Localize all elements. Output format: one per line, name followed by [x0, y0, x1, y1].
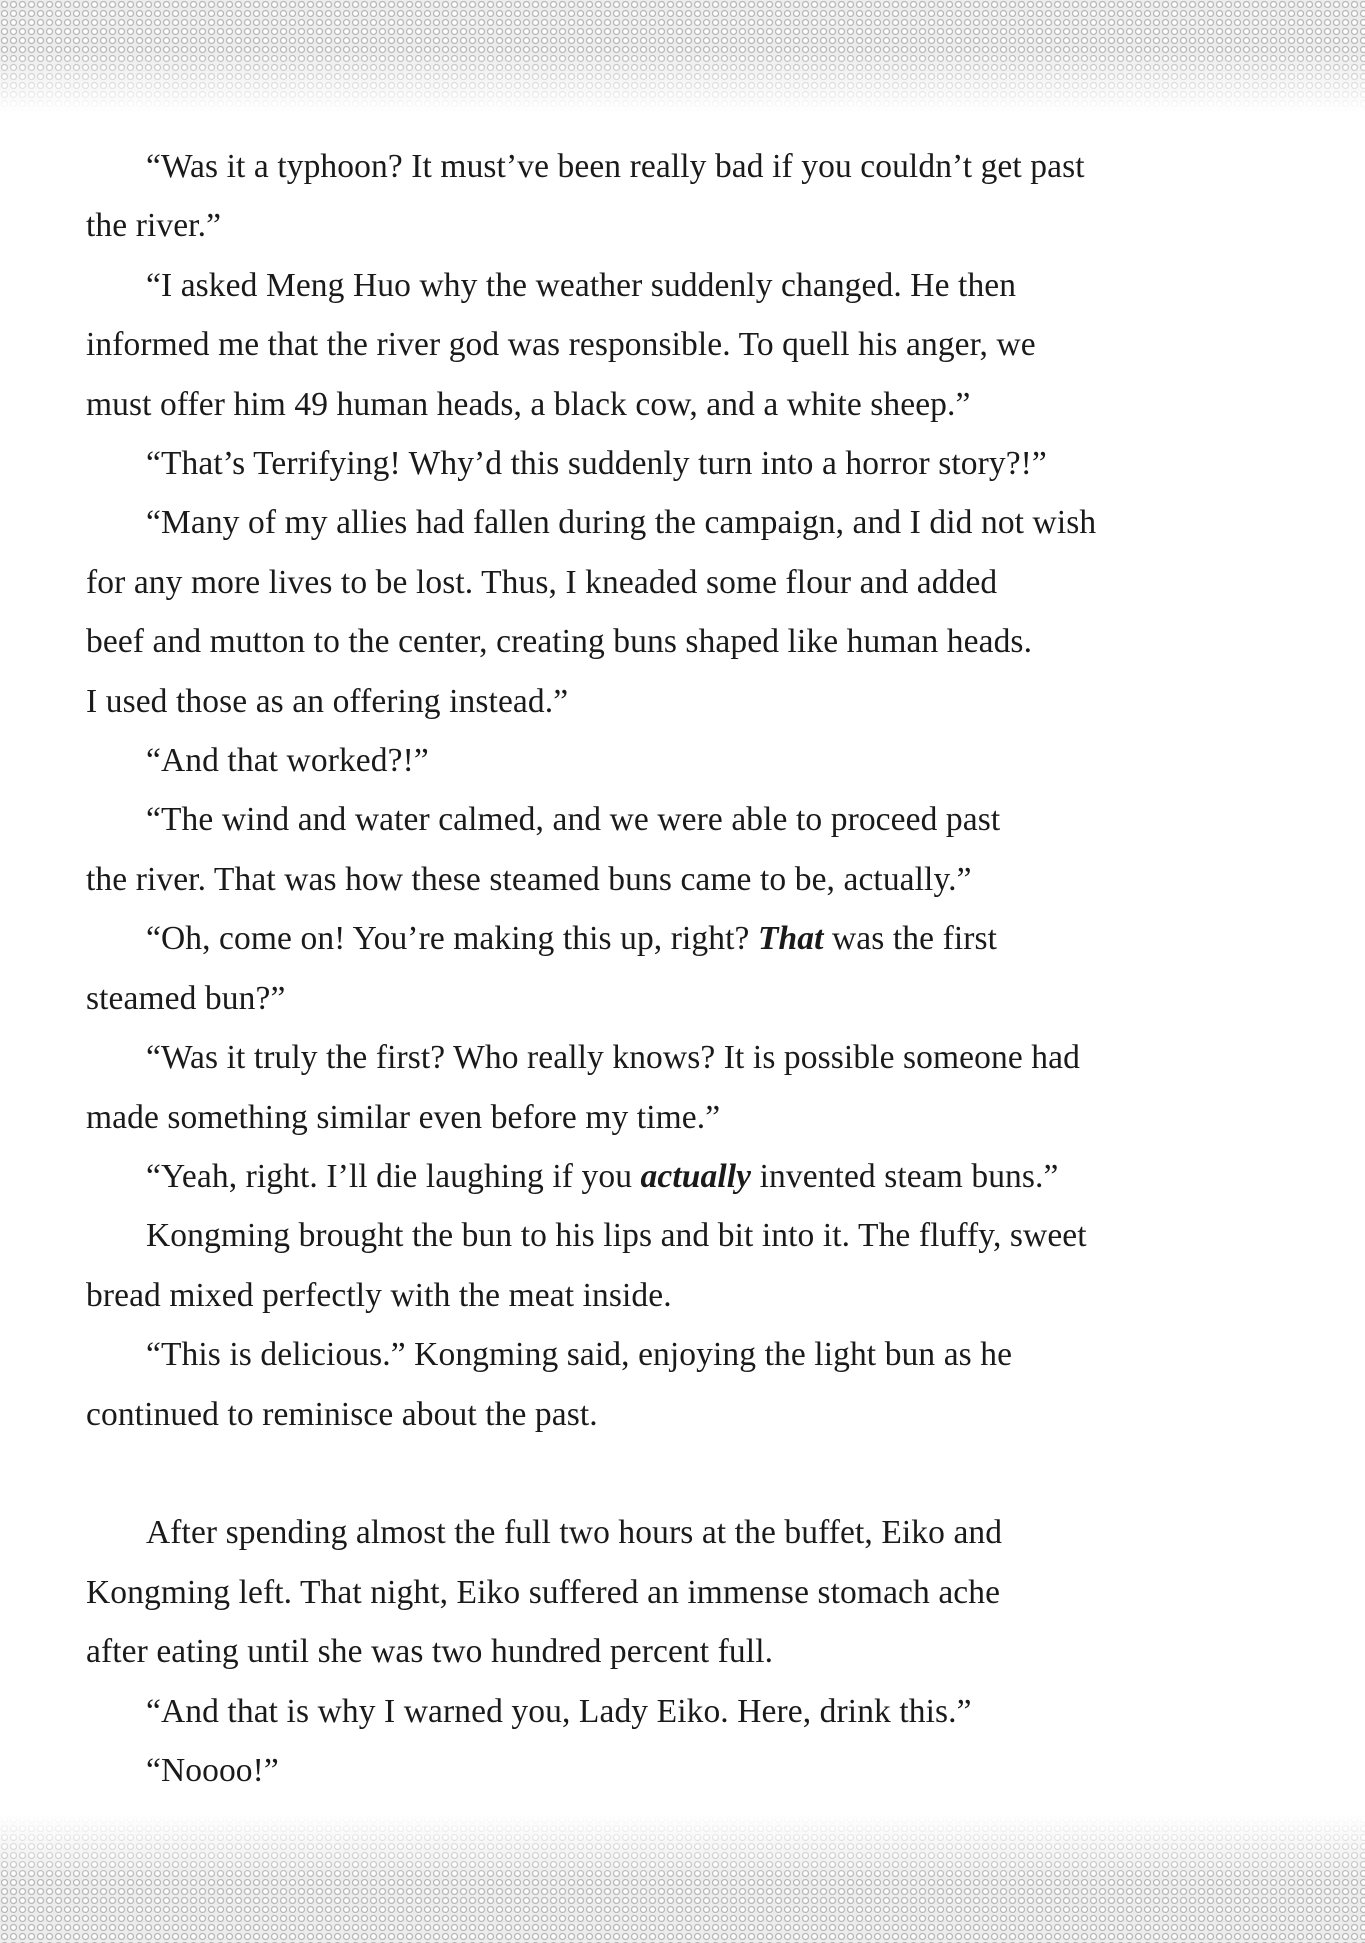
body-text [86, 137, 1228, 1800]
paragraph [116, 1147, 1228, 1206]
emphasized-word: actually [640, 1157, 752, 1195]
paragraph: “Was it truly the first? Who really knows? It is possible someone had made something similar even before my time.” [86, 1039, 1080, 1136]
paragraph: “Noooo!” [146, 1751, 279, 1789]
paragraph: “Many of my allies had fallen during the campaign, and I did not wish for any more lives to be lost. Thus, I kneaded some flour and added beef and mutton to the center, creating buns shaped like human heads. I used those as an offering instead.” [86, 504, 1097, 720]
paragraph: “That’s Terrifying! Why’d this suddenly turn into a horror story?!” [146, 445, 1047, 483]
paragraph: “Was it a typhoon? It must’ve been really bad if you couldn’t get past the river.” [86, 148, 1085, 245]
decorative-pattern-footer [0, 1815, 1365, 1943]
paragraph: “This is delicious.” Kongming said, enjoying the light bun as he continued to reminisce about the past. [86, 1336, 1013, 1433]
emphasized-word: That [757, 920, 824, 958]
paragraph-line: “Yeah, right. I’ll die laughing if you actually invented steam buns.” [146, 1157, 1059, 1195]
paragraph: “Oh, come on! You’re making this up, right? That was the first steamed bun?” [116, 909, 1228, 1028]
paragraph-line: “Oh, come on! You’re making this up, right? That was the first [146, 920, 998, 958]
paragraph: “The wind and water calmed, and we were able to proceed past the river. That was how these steamed buns came to be, actually.” [86, 801, 1001, 898]
paragraph: Kongming brought the bun to his lips and bit into it. The fluffy, sweet bread mixed perfectly with the meat inside. [86, 1217, 1087, 1314]
paragraph: After spending almost the full two hours at the buffet, Eiko and Kongming left. That night, Eiko suffered an immense stomach ache after eating until she was two hundred percent full. [86, 1514, 1003, 1671]
scene-break [116, 1444, 1228, 1503]
paragraph: “And that is why I warned you, Lady Eiko. Here, drink this.” [146, 1692, 972, 1730]
decorative-pattern-header [0, 0, 1365, 112]
paragraph: “I asked Meng Huo why the weather suddenly changed. He then informed me that the river god was responsible. To quell his anger, we must offer him 49 human heads, a black cow, and a white sheep.” [86, 266, 1036, 423]
paragraph: “And that worked?!” [146, 742, 429, 780]
